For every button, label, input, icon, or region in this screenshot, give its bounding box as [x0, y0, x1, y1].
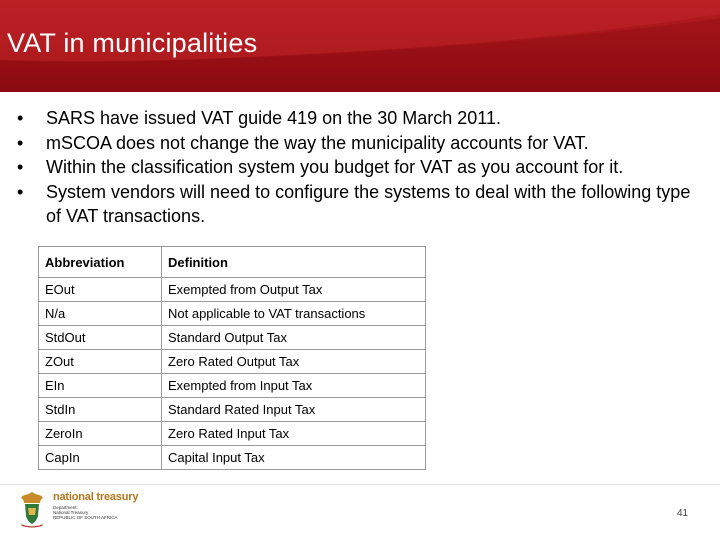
table-row	[39, 350, 426, 374]
bullet-item	[0, 155, 705, 180]
definition-cell: Zero Rated Output Tax	[162, 350, 426, 374]
abbreviation-cell: ZOut	[39, 350, 162, 374]
slide-title: VAT in municipalities	[7, 28, 258, 58]
bullet-text: SARS have issued VAT guide 419 on the 30 March 2011.	[46, 108, 501, 128]
logo-dept-line: National Treasury	[53, 510, 89, 515]
bullet-text: System vendors will need to configure the systems to deal with the following type of VAT transactions.	[46, 181, 691, 226]
column-header-abbreviation: Abbreviation	[39, 247, 162, 278]
definition-cell: Capital Input Tax	[162, 446, 426, 470]
column-header-definition: Definition	[162, 247, 426, 278]
abbreviation-cell: StdOut	[39, 326, 162, 350]
table-row	[39, 302, 426, 326]
table-row	[39, 446, 426, 470]
bullet-list	[0, 106, 705, 229]
definition-cell: Standard Rated Input Tax	[162, 398, 426, 422]
logo-dept-line: REPUBLIC OF SOUTH AFRICA	[53, 515, 118, 520]
bullet-icon: •	[17, 157, 24, 177]
footer-divider	[0, 484, 720, 485]
logo-dept-line: Department:	[53, 505, 78, 510]
definition-cell: Not applicable to VAT transactions	[162, 302, 426, 326]
abbreviation-cell: ZeroIn	[39, 422, 162, 446]
bullet-item	[0, 106, 705, 131]
vat-transaction-table	[38, 246, 426, 470]
abbreviation-cell: EOut	[39, 278, 162, 302]
abbreviation-cell: EIn	[39, 374, 162, 398]
abbreviation-cell: N/a	[39, 302, 162, 326]
table-row	[39, 278, 426, 302]
logo-name: national treasury	[53, 491, 139, 503]
abbreviation-cell: CapIn	[39, 446, 162, 470]
table-row	[39, 398, 426, 422]
bullet-icon: •	[17, 108, 24, 128]
abbreviation-cell: StdIn	[39, 398, 162, 422]
definition-cell: Exempted from Input Tax	[162, 374, 426, 398]
bullet-text: mSCOA does not change the way the municipality accounts for VAT.	[46, 132, 589, 153]
definition-cell: Standard Output Tax	[162, 326, 426, 350]
definition-cell: Zero Rated Input Tax	[162, 422, 426, 446]
page-number: 41	[677, 508, 689, 519]
bullet-item	[0, 131, 705, 156]
bullet-text: Within the classification system you budget for VAT as you account for it.	[46, 157, 624, 177]
table-row	[39, 374, 426, 398]
bullet-icon: •	[17, 132, 24, 153]
national-treasury-logo	[18, 490, 148, 530]
title-bar	[0, 0, 720, 92]
table-row	[39, 422, 426, 446]
bullet-item	[0, 180, 705, 229]
table-row	[39, 326, 426, 350]
coat-of-arms-icon	[18, 490, 46, 528]
table-header-row	[39, 247, 426, 278]
bullet-icon: •	[17, 181, 24, 202]
logo-department	[53, 505, 143, 520]
definition-cell: Exempted from Output Tax	[162, 278, 426, 302]
